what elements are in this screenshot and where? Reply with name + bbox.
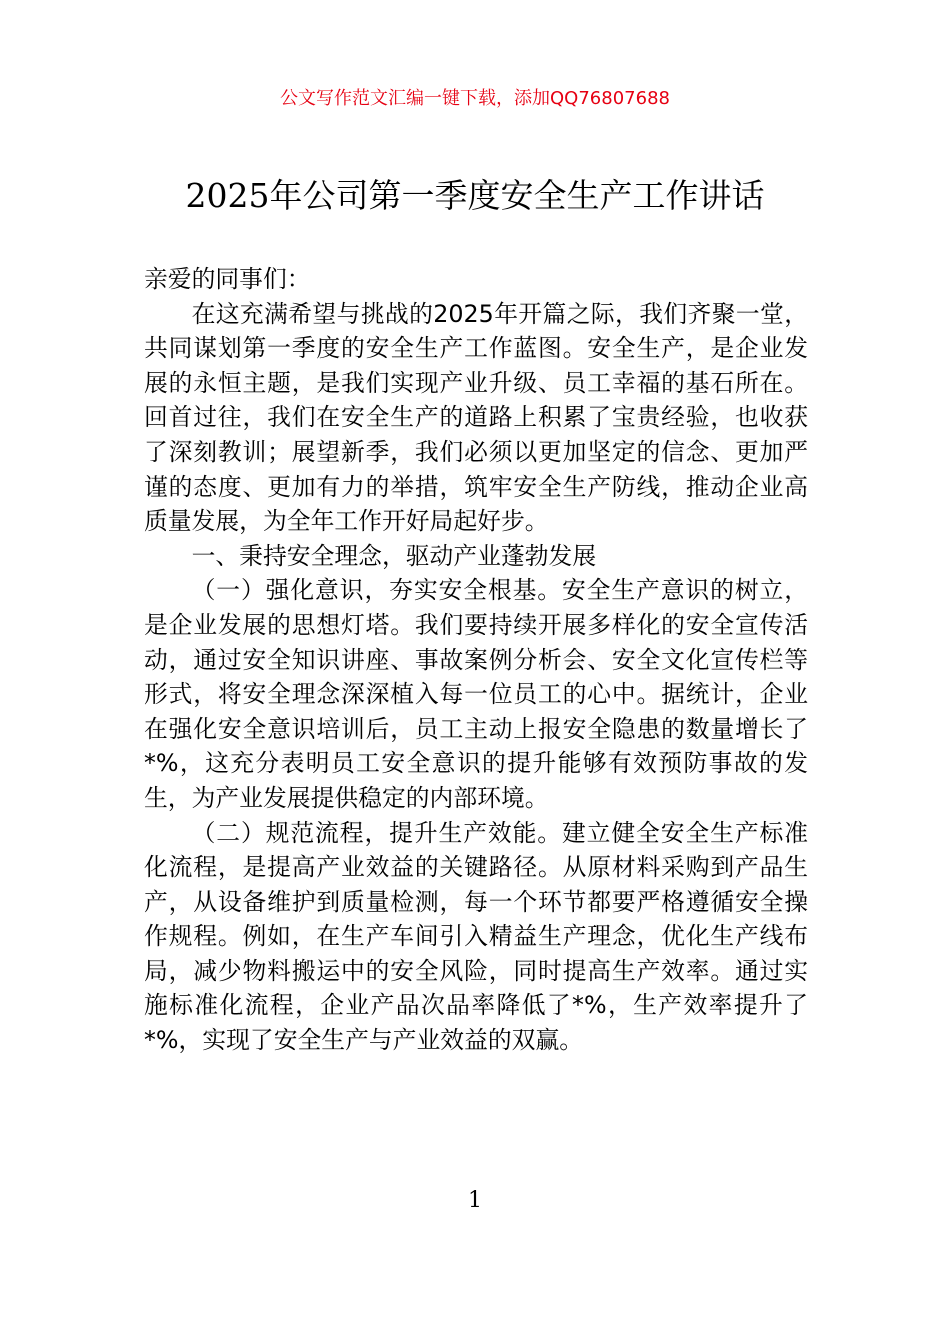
download-promo-link[interactable]: 公文写作范文汇编一键下载，添加QQ76807688 <box>280 88 670 109</box>
section-heading-1: 一、秉持安全理念，驱动产业蓬勃发展 <box>191 541 597 570</box>
intro-paragraph: 在这充满希望与挑战的2025年开篇之际，我们齐聚一堂，共同谋划第一季度的安全生产工作蓝图。安全生产，是企业发展的永恒主题，是我们实现产业升级、员工幸福的基石所在。回首过往，我们在安全生产的道路上积累了宝贵经验，也收获了深刻教训；展望新季，我们必须以更加坚定的信念、更加严谨的态度、更加有力的举措，筑牢安全生产防线，推动企业高质量发展，为全年工作开好局起好步。 <box>144 299 808 536</box>
subsection-paragraph-1: （一）强化意识，夯实安全根基。安全生产意识的树立，是企业发展的思想灯塔。我们要持续开展多样化的安全宣传活动，通过安全知识讲座、事故案例分析会、安全文化宣传栏等形式，将安全理念深深植入每一位员工的心中。据统计，企业在强化安全意识培训后，员工主动上报安全隐患的数量增长了*%，这充分表明员工安全意识的提升能够有效预防事故的发生，为产业发展提供稳定的内部环境。 <box>144 576 808 812</box>
greeting: 亲爱的同事们： <box>144 265 311 293</box>
document-body <box>144 262 808 1058</box>
document-title: 2025年公司第一季度安全生产工作讲话 <box>185 176 765 215</box>
page-number: 1 <box>468 1188 482 1213</box>
subsection-paragraph-2: （二）规范流程，提升生产效能。建立健全安全生产标准化流程，是提高产业效益的关键路径。从原材料采购到产品生产，从设备维护到质量检测，每一个环节都要严格遵循安全操作规程。例如，在生产车间引入精益生产理念，优化生产线布局，减少物料搬运中的安全风险，同时提高生产效率。通过实施标准化流程，企业产品次品率降低了*%，生产效率提升了*%，实现了安全生产与产业效益的双赢。 <box>144 818 808 1055</box>
